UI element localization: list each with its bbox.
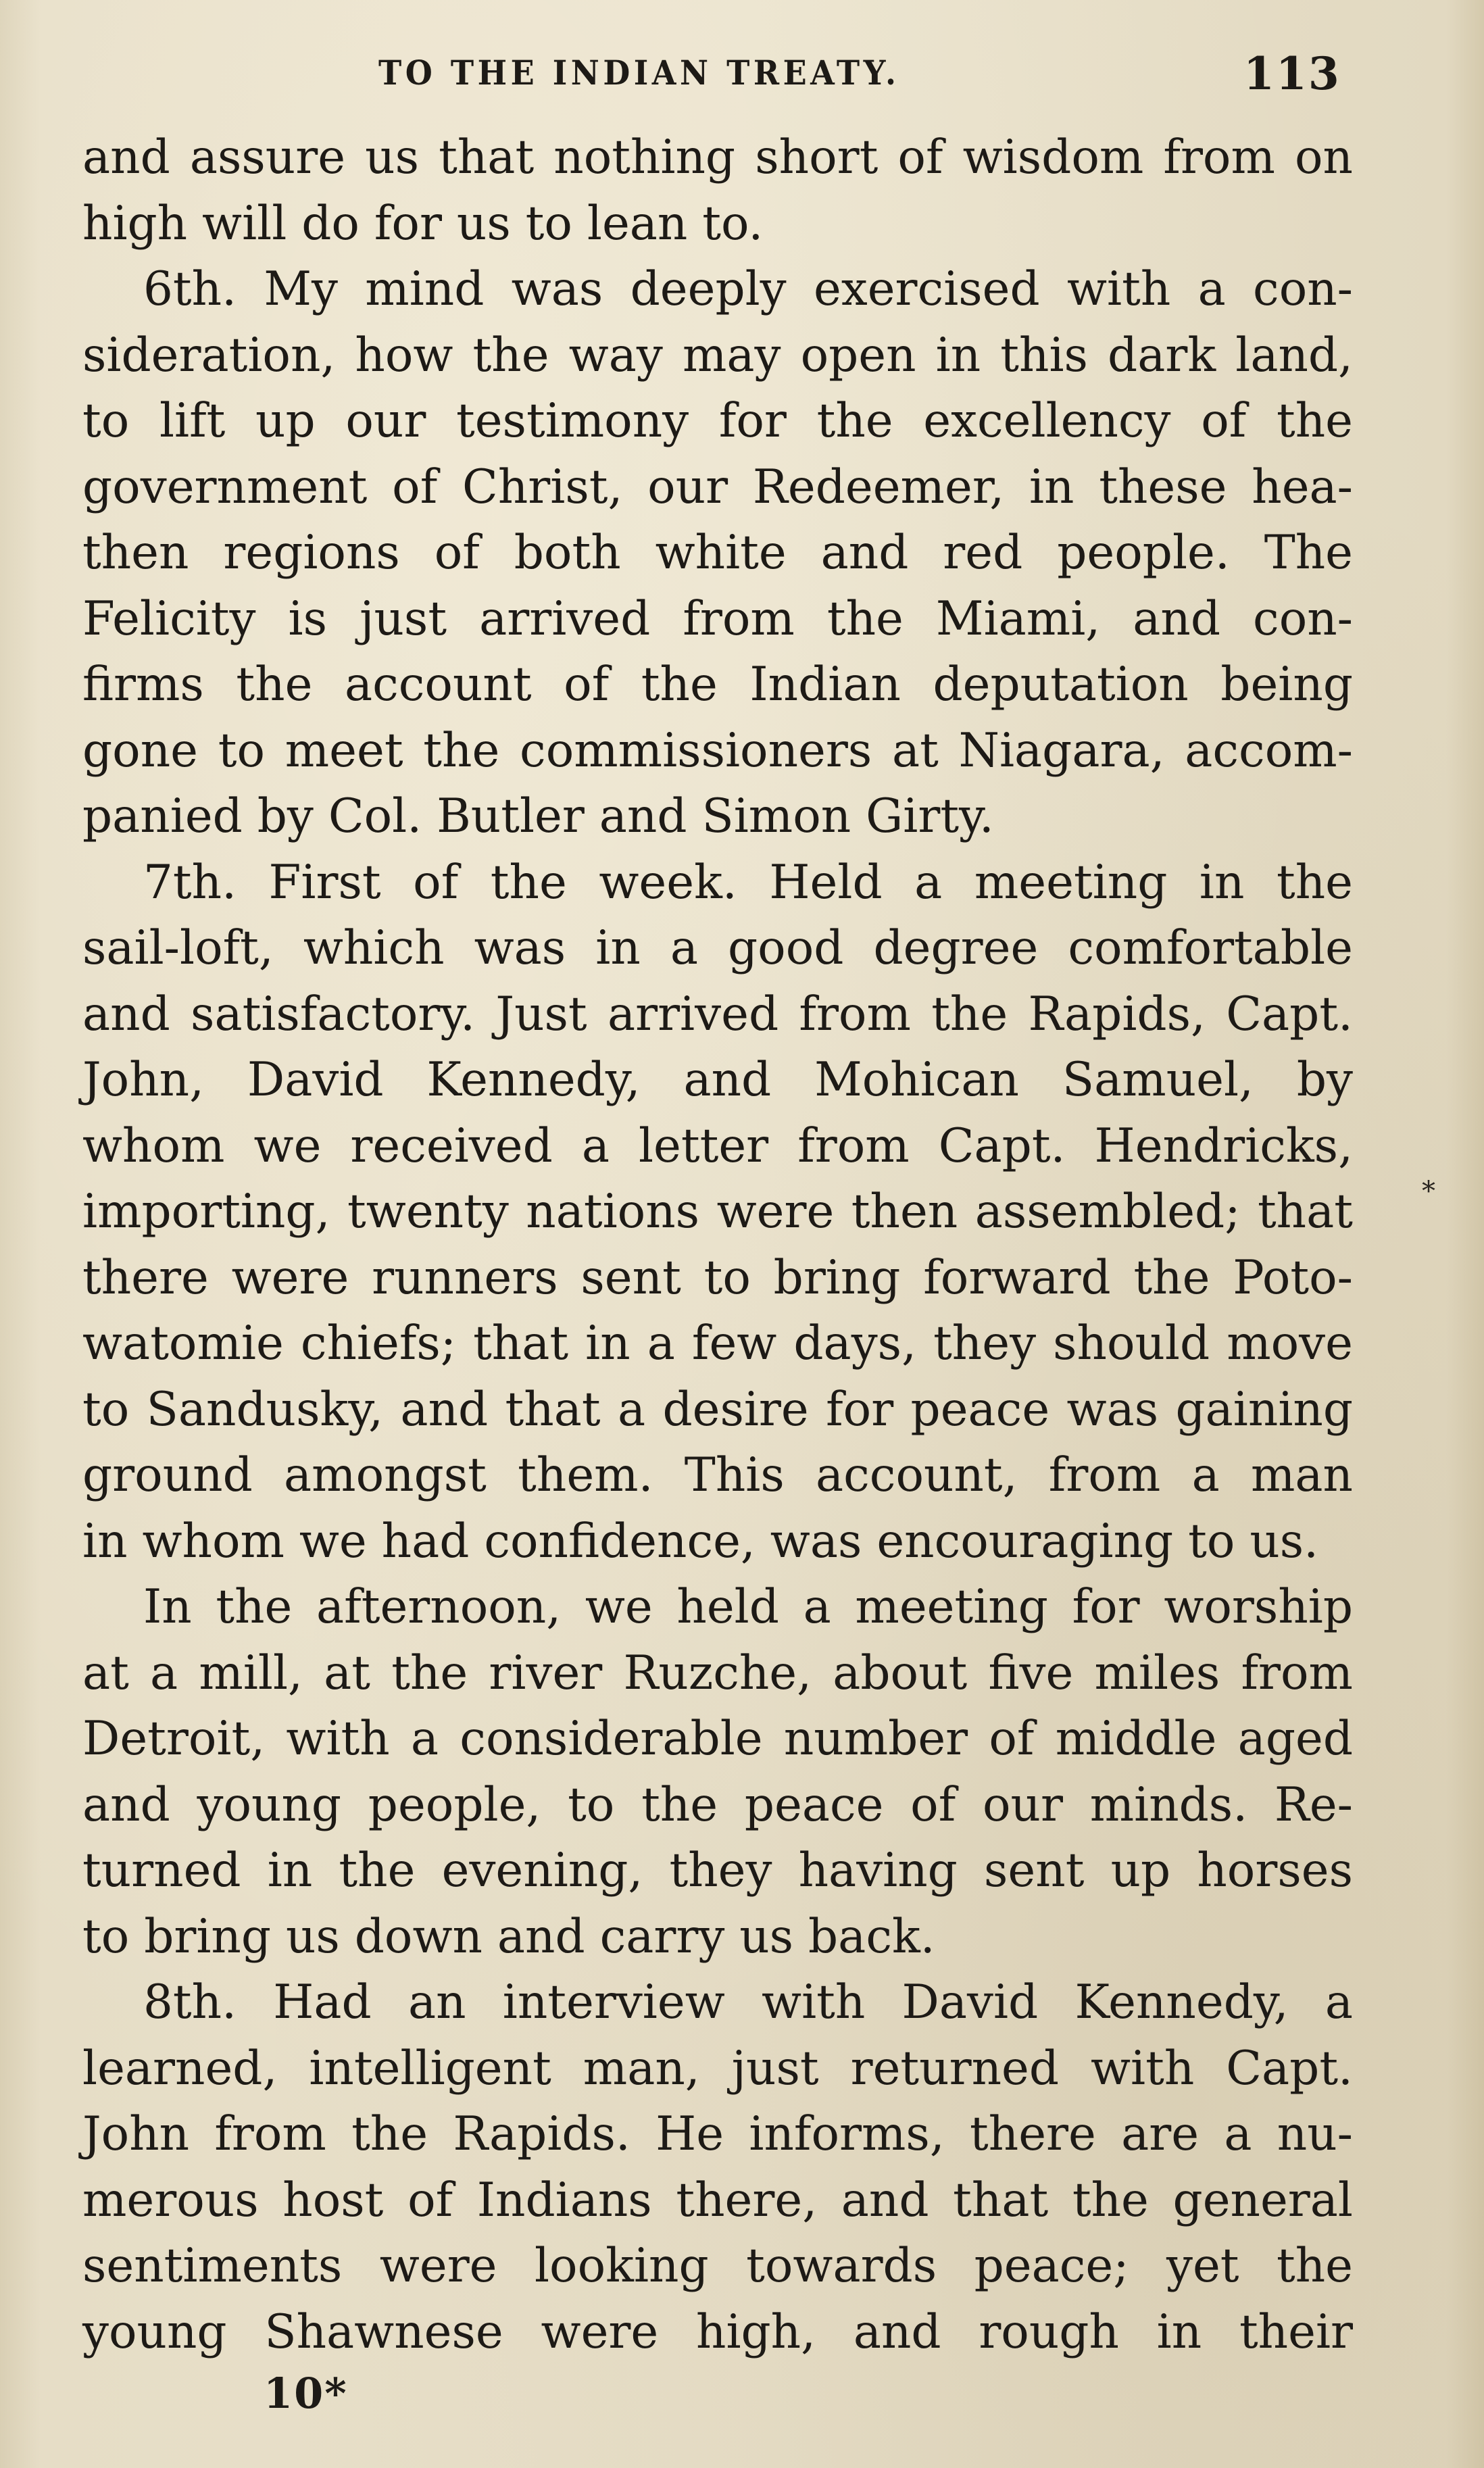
text-line: at a mill, at the river Ruzche, about five miles from (82, 1646, 1353, 1700)
text-line: importing, twenty nations were then assembled; that (82, 1185, 1353, 1239)
text-line: government of Christ, our Redeemer, in these hea- (82, 460, 1353, 514)
text-line: John from the Rapids. He informs, there are a nu- (82, 2107, 1353, 2161)
text-line: In the afternoon, we held a meeting for worship (143, 1580, 1353, 1634)
text-line: high will do for us to lean to. (82, 196, 764, 251)
text-line: learned, intelligent man, just returned with Capt. (82, 2041, 1353, 2096)
page-number: 113 (1243, 47, 1341, 100)
text-line: gone to meet the commissioners at Niagara, accom- (82, 723, 1353, 778)
text-line: then regions of both white and red people. The (82, 526, 1353, 580)
text-line: and young people, to the peace of our minds. Re- (82, 1777, 1353, 1832)
text-line: there were runners sent to bring forward the Poto- (82, 1250, 1353, 1305)
body-text (82, 125, 1353, 2365)
text-line: Detroit, with a considerable number of middle aged (82, 1712, 1353, 1766)
text-line: whom we received a letter from Capt. Hendricks, (82, 1118, 1353, 1173)
text-line: young Shawnese were high, and rough in their (82, 2304, 1353, 2359)
text-line: to bring us down and carry us back. (82, 1909, 935, 1964)
text-line: turned in the evening, they having sent up horses (82, 1844, 1353, 1898)
text-line: to lift up our testimony for the excellency of the (82, 394, 1353, 448)
text-line: ground amongst them. This account, from a man (82, 1448, 1353, 1502)
signature-mark: 10* (264, 2369, 348, 2418)
text-line: merous host of Indians there, and that the general (82, 2173, 1353, 2227)
text-line: panied by Col. Butler and Simon Girty. (82, 789, 994, 843)
text-line: 8th. Had an interview with David Kennedy, a (143, 1975, 1353, 2029)
text-line: sideration, how the way may open in this dark land, (82, 328, 1353, 382)
text-line: Felicity is just arrived from the Miami, and con- (82, 591, 1353, 646)
text-line: in whom we had confidence, was encouraging to us. (82, 1514, 1319, 1569)
margin-mark: * (1422, 1176, 1435, 1207)
running-head: TO THE INDIAN TREATY. (378, 53, 900, 93)
text-line: and satisfactory. Just arrived from the Rapids, Capt. (82, 987, 1353, 1041)
text-line: John, David Kennedy, and Mohican Samuel, by (82, 1053, 1353, 1107)
text-line: firms the account of the Indian deputation being (82, 658, 1353, 712)
text-line: 6th. My mind was deeply exercised with a con- (143, 262, 1353, 316)
text-line: watomie chiefs; that in a few days, they should move (82, 1316, 1353, 1371)
text-line: to Sandusky, and that a desire for peace was gaining (82, 1382, 1353, 1437)
text-line: and assure us that nothing short of wisdom from on (82, 130, 1353, 184)
text-line: 7th. First of the week. Held a meeting in the (143, 855, 1353, 910)
text-line: sentiments were looking towards peace; yet the (82, 2239, 1353, 2293)
text-line: sail-loft, which was in a good degree comfortable (82, 921, 1353, 975)
